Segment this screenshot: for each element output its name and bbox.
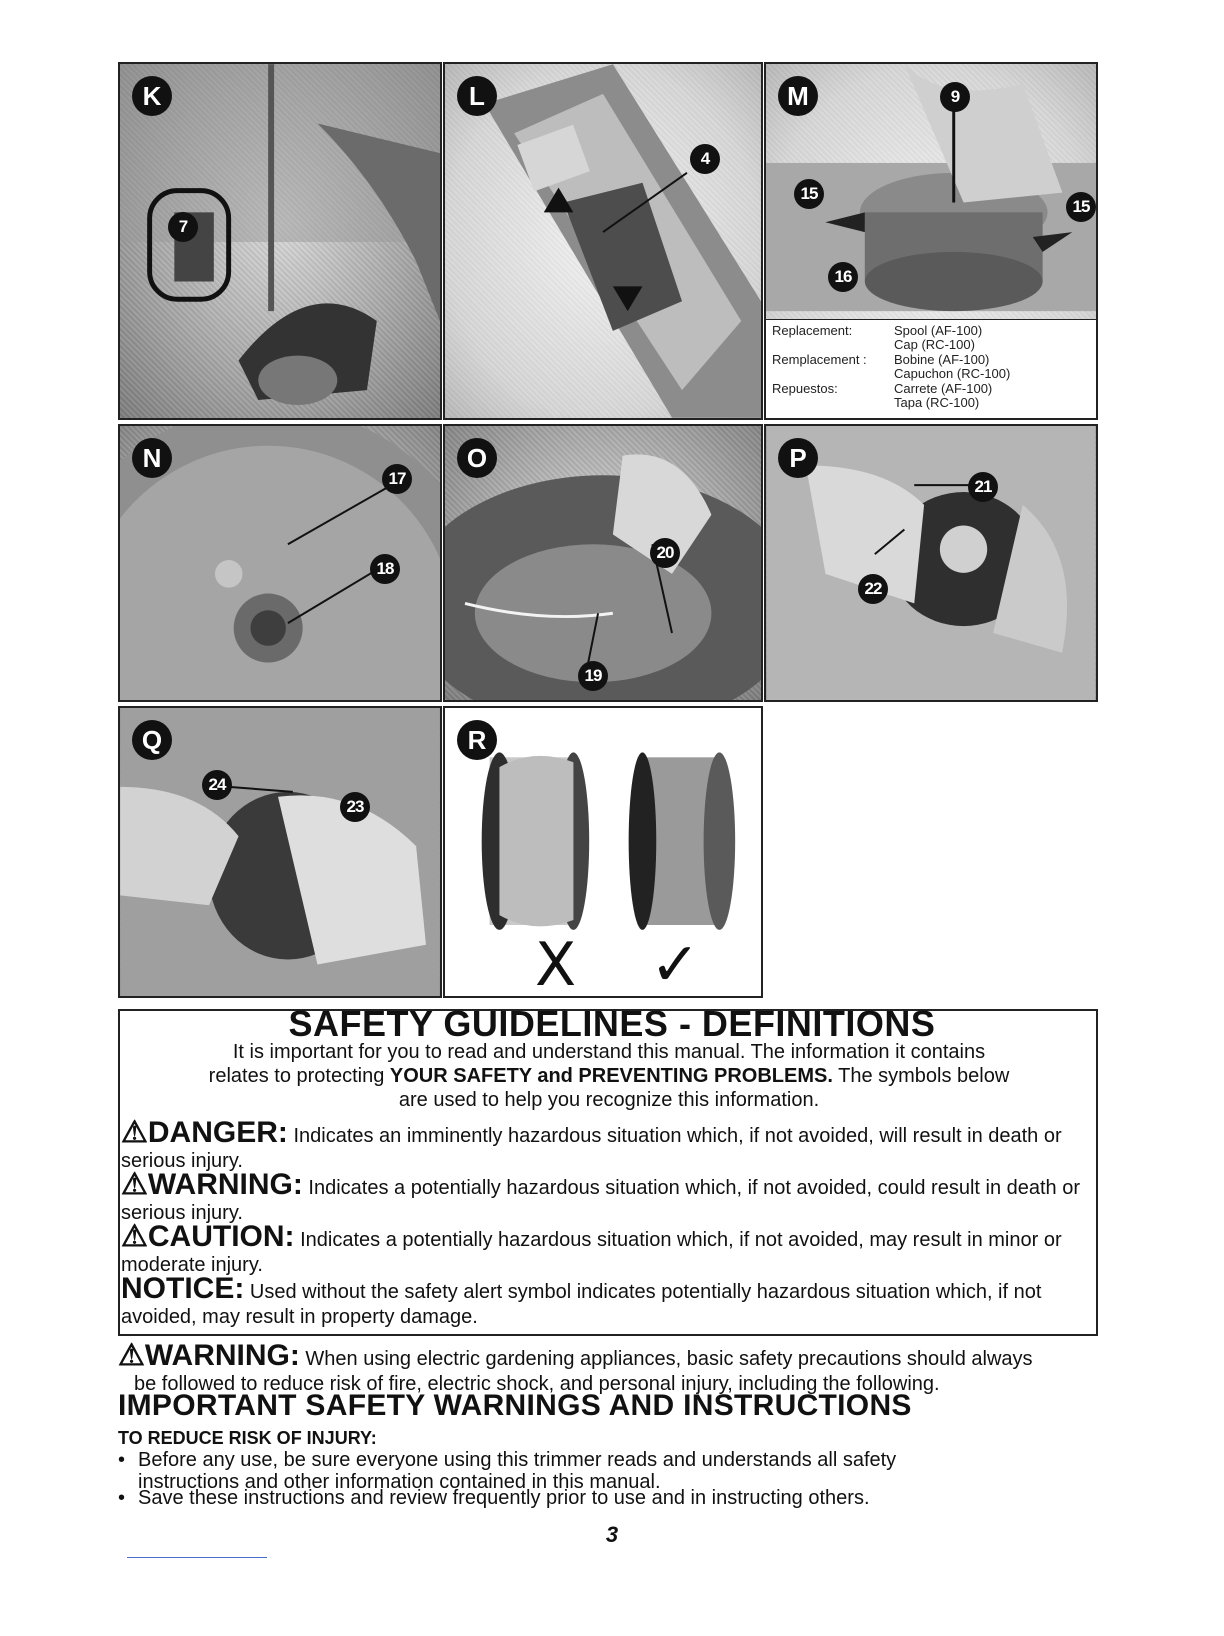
replacement-es-line-2: Tapa (RC-100)	[894, 395, 980, 410]
callout-23: 23	[340, 792, 370, 822]
safety-intro-line-1: It is important for you to read and understand this manual. The information it contains	[232, 1041, 986, 1063]
replacement-row-es	[772, 381, 993, 410]
incorrect-mark: X	[535, 930, 577, 998]
callout-4: 4	[690, 144, 720, 174]
safety-intro-2b: YOUR SAFETY and PREVENTING PROBLEMS.	[389, 1065, 833, 1087]
figure-o	[443, 424, 763, 702]
warning-label: ⚠WARNING:	[121, 1168, 303, 1201]
warning-text: Indicates a potentially hazardous situation which, if not avoided, could result in death or serious injury.	[121, 1177, 1081, 1224]
figure-r	[443, 706, 763, 998]
replacement-label-en: Replacement:	[772, 323, 853, 338]
callout-22: 22	[858, 574, 888, 604]
figure-m	[764, 62, 1098, 420]
caution-label: ⚠CAUTION:	[121, 1220, 295, 1253]
replacement-fr-line-2: Capuchon (RC-100)	[894, 366, 1011, 381]
callout-17: 17	[382, 464, 412, 494]
notice-definition	[121, 1272, 1093, 1330]
box-bottom-edge	[118, 1334, 1098, 1336]
replacement-label-fr: Remplacement :	[772, 352, 867, 367]
replacement-row-en	[772, 323, 983, 352]
figure-k-letter: K	[132, 76, 172, 116]
callout-15-left: 15	[794, 179, 824, 209]
replacement-fr-line-1: Bobine (AF-100)	[894, 352, 990, 367]
danger-definition	[121, 1116, 1093, 1174]
safety-intro-2a: relates to protecting	[208, 1065, 390, 1087]
figure-l-illustration	[445, 64, 761, 418]
figure-n-letter: N	[132, 438, 172, 478]
danger-text: Indicates an imminently hazardous situation which, if not avoided, will result in death or serious injury.	[121, 1125, 1062, 1172]
figure-p-letter: P	[778, 438, 818, 478]
safety-intro-line-3: are used to help you recognize this information.	[398, 1089, 820, 1111]
callout-16: 16	[828, 262, 858, 292]
correct-mark: ✓	[650, 930, 701, 998]
callout-24: 24	[202, 770, 232, 800]
safety-intro-line-2	[122, 1064, 1096, 1089]
callout-19: 19	[578, 661, 608, 691]
figure-l-letter: L	[457, 76, 497, 116]
important-heading: IMPORTANT SAFETY WARNINGS AND INSTRUCTIONS	[118, 1389, 912, 1422]
bullet-1-line-2: instructions and other information contained in this manual.	[138, 1471, 661, 1493]
figure-p	[764, 424, 1098, 702]
figure-m-letter: M	[778, 76, 818, 116]
replacement-parts-table	[766, 319, 1096, 418]
important-subheading: TO REDUCE RISK OF INJURY:	[118, 1428, 377, 1448]
figure-l	[443, 62, 763, 420]
figure-r-letter: R	[457, 720, 497, 760]
caution-text: Indicates a potentially hazardous situation which, if not avoided, may result in minor or moderate injury.	[121, 1229, 1062, 1276]
caution-definition	[121, 1220, 1093, 1278]
page-number: 3	[605, 1522, 619, 1547]
bullet-1-dot: •	[118, 1449, 126, 1471]
footer-rule	[127, 1557, 267, 1558]
bullet-1-line-1: Before any use, be sure everyone using this trimmer reads and understands all safety	[138, 1449, 897, 1471]
callout-9: 9	[940, 82, 970, 112]
bullet-2-line-1: Save these instructions and review frequently prior to use and in instructing others.	[138, 1487, 870, 1509]
figure-k	[118, 62, 442, 420]
bullet-2-dot: •	[118, 1487, 126, 1509]
figure-q-letter: Q	[132, 720, 172, 760]
replacement-label-es: Repuestos:	[772, 381, 838, 396]
callout-7: 7	[168, 212, 198, 242]
callout-15-right: 15	[1066, 192, 1096, 222]
replacement-en-line-2: Cap (RC-100)	[894, 337, 975, 352]
figure-q	[118, 706, 442, 998]
callout-20: 20	[650, 538, 680, 568]
replacement-row-fr	[772, 352, 1011, 381]
callout-21: 21	[968, 472, 998, 502]
callout-18: 18	[370, 554, 400, 584]
danger-label: ⚠DANGER:	[121, 1116, 288, 1149]
warning-definition	[121, 1168, 1093, 1226]
general-warning-line-1	[118, 1339, 1108, 1372]
figure-k-illustration	[120, 64, 440, 418]
bullet-2	[118, 1487, 1078, 1509]
replacement-en-line-1: Spool (AF-100)	[894, 323, 983, 338]
general-warning-label: ⚠WARNING:	[118, 1339, 300, 1372]
notice-label: NOTICE:	[121, 1272, 245, 1305]
safety-title: SAFETY GUIDELINES - DEFINITIONS	[288, 1003, 936, 1044]
figure-o-letter: O	[457, 438, 497, 478]
general-warning-line-2: be followed to reduce risk of fire, electric shock, and personal injury, including the following.	[134, 1373, 940, 1395]
safety-intro-2c: The symbols below	[832, 1065, 1010, 1087]
figure-n	[118, 424, 442, 702]
notice-text: Used without the safety alert symbol indicates potentially hazardous situation which, if not avoided, may result in property damage.	[121, 1281, 1042, 1328]
general-warning-text-1: When using electric gardening appliances, basic safety precautions should always	[299, 1348, 1033, 1370]
replacement-es-line-1: Carrete (AF-100)	[894, 381, 993, 396]
